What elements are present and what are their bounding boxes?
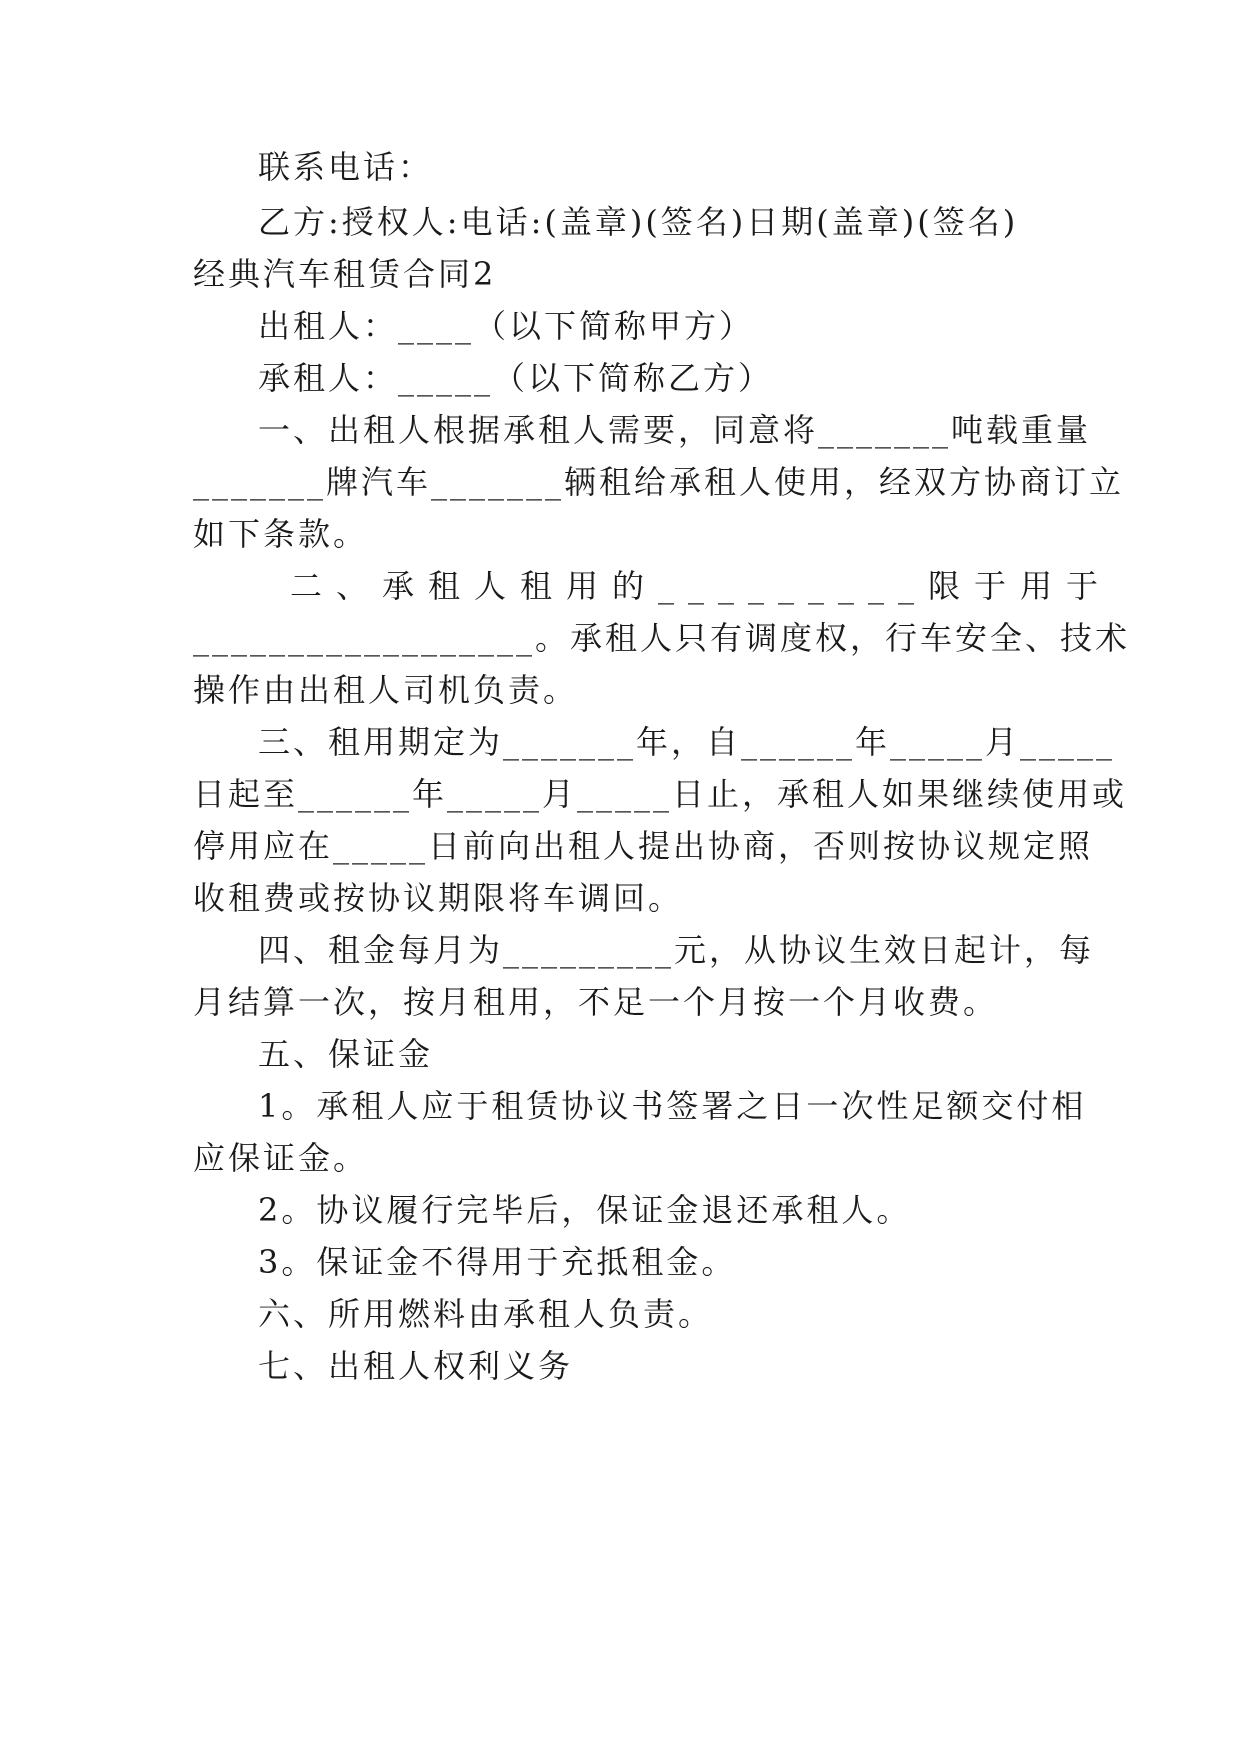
lessor-line: 出租人：____（以下简称甲方） bbox=[258, 307, 755, 345]
clause-5-item-1-line-2: 应保证金。 bbox=[193, 1139, 369, 1177]
party-b-signature-line: 乙方:授权人:电话:(盖章)(签名)日期(盖章)(签名) bbox=[258, 203, 1019, 241]
clause-2-line-3: 操作由出租人司机负责。 bbox=[193, 671, 579, 709]
clause-6: 六、所用燃料由承租人负责。 bbox=[258, 1295, 714, 1333]
clause-3-line-4: 收租费或按协议期限将车调回。 bbox=[193, 879, 684, 917]
clause-4-line-2: 月结算一次，按月租用，不足一个月按一个月收费。 bbox=[193, 983, 999, 1021]
clause-1-line-3: 如下条款。 bbox=[193, 515, 369, 553]
clause-2-line-1: 二、承租人租用的_________限于用于 bbox=[290, 567, 1113, 605]
clause-2-line-2: __________________。承租人只有调度权，行车安全、技术 bbox=[193, 619, 1131, 657]
clause-5-item-3: 3。保证金不得用于充抵租金。 bbox=[258, 1243, 737, 1281]
lessee-line: 承租人：_____（以下简称乙方） bbox=[258, 359, 774, 397]
clause-5-heading: 五、保证金 bbox=[258, 1035, 434, 1073]
clause-5-item-1-line-1: 1。承租人应于租赁协议书签署之日一次性足额交付相 bbox=[258, 1087, 1087, 1125]
contact-phone-line: 联系电话： bbox=[258, 148, 434, 186]
clause-4-line-1: 四、租金每月为_________元，从协议生效日起计，每 bbox=[258, 931, 1095, 969]
clause-5-item-2: 2。协议履行完毕后，保证金退还承租人。 bbox=[258, 1191, 912, 1229]
clause-3-line-3: 停用应在_____日前向出租人提出协商，否则按协议规定照 bbox=[193, 827, 1094, 865]
clause-3-line-2: 日起至______年_____月_____日止，承租人如果继续使用或 bbox=[193, 775, 1128, 813]
contract-title: 经典汽车租赁合同2 bbox=[193, 255, 497, 293]
clause-7-heading: 七、出租人权利义务 bbox=[258, 1347, 574, 1385]
clause-1-line-1: 一、出租人根据承租人需要，同意将_______吨载重量 bbox=[258, 411, 1092, 449]
clause-1-line-2: _______牌汽车_______辆租给承租人使用，经双方协商订立 bbox=[193, 463, 1125, 501]
clause-3-line-1: 三、租用期定为_______年，自______年_____月_____ bbox=[258, 723, 1116, 761]
